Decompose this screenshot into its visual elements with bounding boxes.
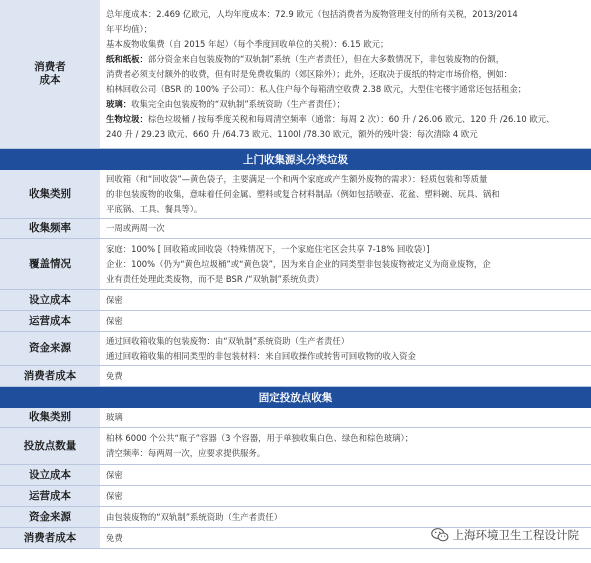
text-line: 免费 (106, 532, 123, 543)
row-label: 覆盖情况 (0, 239, 100, 290)
section-title: 固定投放点收集 (0, 387, 591, 408)
text-line: 保密 (106, 490, 123, 501)
row-content (100, 239, 591, 290)
text-line: 年平均值）； (106, 23, 153, 34)
text-line: 通过回收箱收集的包装废物：由“双轨制”系统资助（生产者责任） (106, 335, 350, 346)
row-label: 设立成本 (0, 465, 100, 486)
row-content (100, 366, 591, 387)
section-header-dropoff (0, 387, 591, 408)
text-line: 保密 (106, 294, 123, 305)
row-content (100, 311, 591, 332)
text-line (106, 52, 585, 67)
text-line: 柏林 6000 个公共“瓶子”容器（3 个容器，用于单独收集白色、绿色和棕色玻璃）； (106, 433, 414, 443)
text-span: 棕色垃圾桶 / 按每季度关税和每周清空频率（通常：每周 2 次）：60 升 / 26.06 欧元、120 升 /26.10 欧元、 (147, 113, 555, 124)
row-label-consumer-cost (0, 0, 100, 149)
table-row (0, 219, 591, 239)
text-line: 业有责任处理此类废物，而不是 BSR /“双轨制”系统负责） (106, 273, 324, 284)
text-line (106, 97, 585, 112)
table-row (0, 239, 591, 290)
row-label: 收集频率 (0, 219, 100, 239)
label-line: 成本 (39, 74, 61, 86)
text-line: 清空频率：每两周一次，应要求提供服务。 (106, 448, 266, 458)
section-title: 上门收集源头分类垃圾 (0, 149, 591, 170)
row-label: 收集类别 (0, 170, 100, 219)
text-line: 柏林回收公司（BSR 的 100% 子公司）：私人住户每个每箱清空收费 2.38 欧元，大型住宅楼宇通常还包括租金； (106, 83, 527, 94)
keyword: 生物垃圾： (106, 113, 148, 124)
row-label: 资金来源 (0, 507, 100, 528)
row-label: 资金来源 (0, 332, 100, 366)
text-line: 保密 (106, 469, 123, 480)
keyword: 纸和纸板： (106, 53, 148, 64)
row-label: 投放点数量 (0, 428, 100, 465)
row-content (100, 170, 591, 219)
text-line: 由包装废物的“双轨制”系统资助（生产者责任） (106, 511, 283, 522)
text-span: 部分资金来自包装废物的“双轨制”系统（生产者责任），但在大多数情况下，非包装废物的份额， (147, 53, 505, 64)
table-row (0, 332, 591, 366)
wechat-icon (431, 527, 449, 543)
table-row (0, 311, 591, 332)
row-content (100, 507, 591, 528)
watermark-text: 上海环境卫生工程设计院 (452, 528, 579, 542)
table-row (0, 486, 591, 507)
table-row (0, 170, 591, 219)
table-row (0, 428, 591, 465)
row-label: 运营成本 (0, 486, 100, 507)
table-row (0, 507, 591, 528)
text-span: 收集完全由包装废物的“双轨制”系统资助（生产者责任）； (131, 98, 345, 109)
text-line: 基本废物收集费（自 2015 年起）（每个季度回收单位的关税）：6.15 欧元； (106, 38, 389, 49)
text-line: 通过回收箱收集的相同类型的非包装材料：来自回收操作或转售可回收物的收入资金 (106, 350, 416, 361)
consumer-cost-content (100, 0, 591, 149)
table-row (0, 366, 591, 387)
keyword: 玻璃： (106, 98, 132, 109)
text-line: 免费 (106, 370, 123, 381)
row-content (100, 465, 591, 486)
row-content (100, 486, 591, 507)
row-content (100, 428, 591, 465)
text-line: 一周或两周一次 (106, 223, 165, 233)
text-line: 回收箱（和“回收袋”—黄色袋子，主要满足一个和两个家庭或产生额外废物的需求）：轻质包装和等质量 (106, 173, 488, 184)
row-label: 运营成本 (0, 311, 100, 332)
table-row (0, 290, 591, 311)
table-row (0, 465, 591, 486)
watermark (431, 527, 580, 543)
consumer-cost-row (0, 0, 591, 149)
row-content (100, 408, 591, 428)
text-line (106, 112, 585, 127)
row-content (100, 332, 591, 366)
table-row (0, 408, 591, 428)
text-line: 平底锅、工具、餐具等）。 (106, 203, 203, 214)
row-label: 消费者成本 (0, 528, 100, 549)
section-header-doorstep (0, 149, 591, 170)
text-line: 总年度成本：2.469 亿欧元，人均年度成本：72.9 欧元（包括消费者为废物管理支付的所有关税，2013/2014 (106, 8, 518, 19)
text-line: 企业：100%（仍为“黄色垃圾桶”或“黄色袋”，因为来自企业的同类型非包装废物被定义为商业废物，企 (106, 258, 491, 269)
text-line: 的非包装废物的收集，意味着任何金属、塑料或复合材料制品（例如包括喷壶、花盆、塑料碗、玩具、锅和 (106, 188, 500, 199)
text-line: 240 升 / 29.23 欧元、660 升 /64.73 欧元、1100l /78.30 欧元，额外的残叶袋：每次清除 4 欧元 (106, 128, 478, 139)
row-label: 设立成本 (0, 290, 100, 311)
row-label: 消费者成本 (0, 366, 100, 387)
row-content (100, 219, 591, 239)
text-line: 家庭：100% [ 回收箱或回收袋（特殊情况下，一个家庭住宅区会共享 7-18% 回收袋）] (106, 243, 430, 254)
text-line: 保密 (106, 315, 123, 326)
text-line: 消费者必须支付额外的收费，但有时是免费收集的（郊区除外）；此外，还取决于废纸的特定市场价格，例如： (106, 68, 513, 79)
text-line: 玻璃 (106, 412, 123, 422)
label-line: 消费者 (34, 61, 66, 73)
row-content (100, 290, 591, 311)
row-label: 收集类别 (0, 408, 100, 428)
